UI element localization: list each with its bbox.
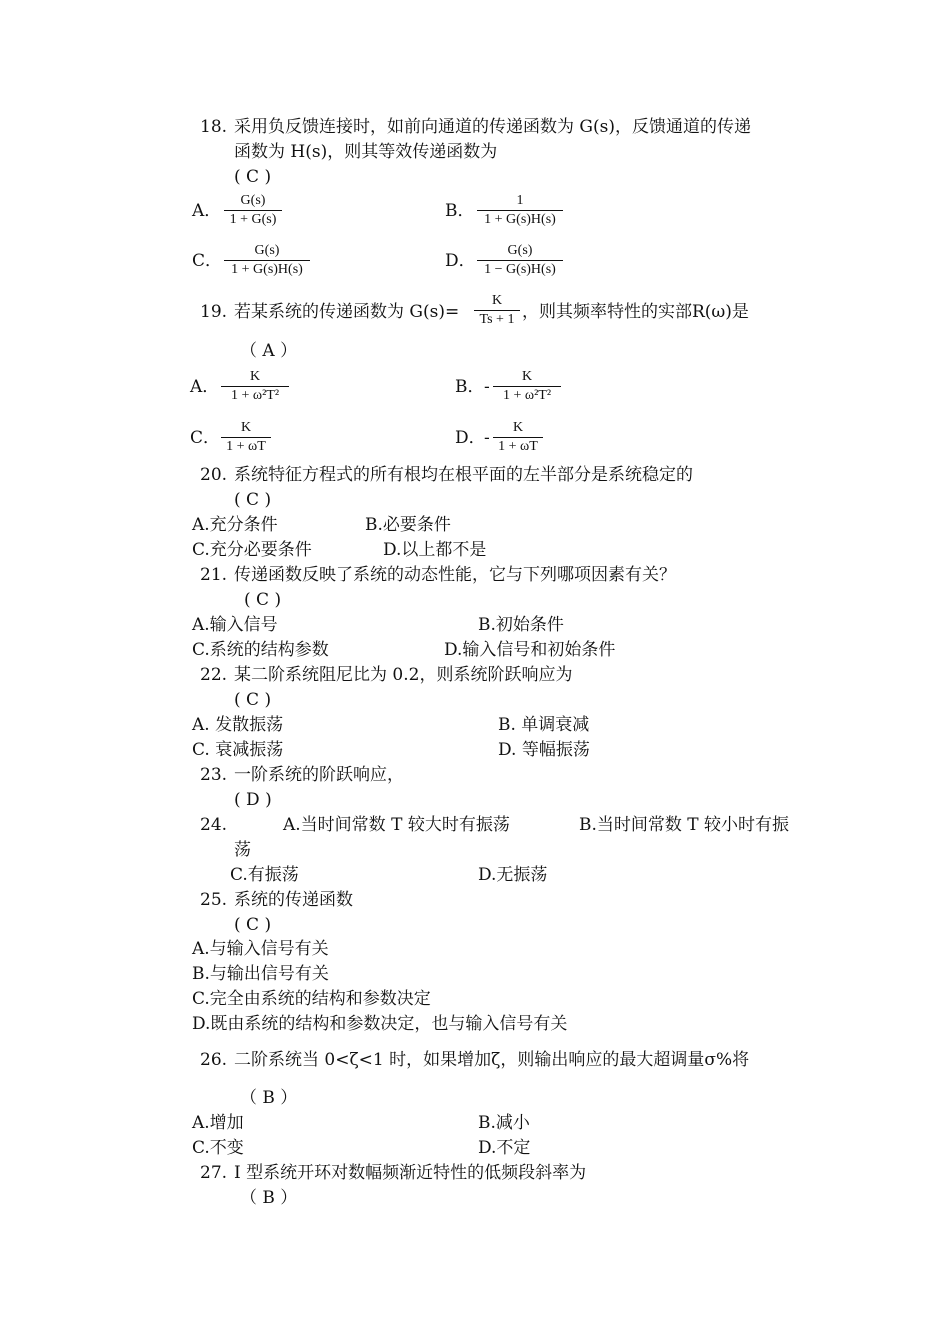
fraction-bar — [493, 437, 543, 438]
q19-option-d-sign: - — [484, 428, 490, 448]
fraction-numerator: K — [491, 293, 503, 308]
q21-option-b: B.初始条件 — [478, 615, 564, 635]
fraction-bar — [493, 386, 561, 387]
fraction-numerator: G(s) — [240, 193, 266, 208]
q22-option-d: D. 等幅振荡 — [498, 740, 590, 760]
q25-stem: 系统的传递函数 — [234, 890, 353, 910]
q18-option-c-fraction — [224, 243, 310, 278]
q18-option-b-label: B． — [445, 201, 475, 221]
q26-option-d: D.不定 — [478, 1138, 531, 1158]
q23-answer: ( D ) — [234, 790, 272, 810]
fraction-denominator: 1 − G(s)H(s) — [484, 262, 556, 277]
fraction-bar — [221, 437, 271, 438]
q24-option-b-cont: 荡 — [234, 840, 251, 860]
q18-stem: 采用负反馈连接时，如前向通道的传递函数为 G(s)，反馈通道的传递 — [234, 117, 751, 137]
fraction-numerator: K — [240, 420, 252, 435]
q22-answer: ( C ) — [234, 690, 272, 710]
q23-stem: 一阶系统的阶跃响应， — [234, 765, 404, 785]
q23-number: 23. — [200, 765, 228, 785]
fraction-bar — [477, 260, 563, 261]
fraction-bar — [477, 210, 563, 211]
q24-number: 24. — [200, 815, 228, 835]
q18-option-c-label: C． — [192, 251, 223, 271]
fraction-denominator: 1 + ωT — [498, 439, 538, 454]
q21-number: 21. — [200, 565, 228, 585]
fraction-denominator: 1 + G(s)H(s) — [484, 212, 556, 227]
fraction-numerator: K — [512, 420, 524, 435]
q21-option-a: A.输入信号 — [192, 615, 278, 635]
fraction-numerator: G(s) — [254, 243, 280, 258]
fraction-numerator: K — [249, 369, 261, 384]
fraction-numerator: 1 — [516, 193, 524, 208]
fraction-denominator: 1 + G(s)H(s) — [231, 262, 303, 277]
q18-option-d-fraction — [477, 243, 563, 278]
q18-option-a-label: A． — [192, 201, 222, 221]
q24-option-b: B.当时间常数 T 较小时有振 — [579, 815, 790, 835]
fraction-denominator: 1 + G(s) — [229, 212, 277, 227]
q25-option-a: A.与输入信号有关 — [192, 939, 329, 959]
q20-answer: ( C ) — [234, 490, 272, 510]
q20-option-d: D.以上都不是 — [383, 540, 487, 560]
q21-stem: 传递函数反映了系统的动态性能，它与下列哪项因素有关？ — [234, 565, 676, 585]
q21-option-c: C.系统的结构参数 — [192, 640, 329, 660]
q25-number: 25. — [200, 890, 228, 910]
fraction-numerator: K — [521, 369, 533, 384]
q18-option-b-fraction — [477, 193, 563, 228]
fraction-denominator: 1 + ω²T² — [502, 388, 552, 403]
q19-stem-suffix: ，则其频率特性的实部R(ω)是 — [522, 302, 749, 322]
q24-option-d: D.无振荡 — [478, 865, 548, 885]
q19-stem-prefix: 若某系统的传递函数为 G(s)= — [234, 302, 460, 322]
fraction-bar — [224, 210, 282, 211]
q18-stem-cont: 函数为 H(s)，则其等效传递函数为 — [234, 142, 498, 162]
fraction-denominator: 1 + ωT — [226, 439, 266, 454]
q26-number: 26. — [200, 1050, 228, 1070]
fraction-denominator: 1 + ω²T² — [230, 388, 280, 403]
fraction-bar — [224, 260, 310, 261]
q19-option-b-label: B． — [455, 377, 485, 397]
q18-number: 18. — [200, 117, 228, 137]
q19-stem-fraction — [474, 293, 520, 328]
q22-option-a: A. 发散振荡 — [192, 715, 284, 735]
q19-option-d-fraction — [493, 420, 543, 455]
q21-option-d: D.输入信号和初始条件 — [444, 640, 616, 660]
q19-number: 19. — [200, 302, 228, 322]
q18-option-a-fraction — [224, 193, 282, 228]
q25-option-c: C.完全由系统的结构和参数决定 — [192, 989, 431, 1009]
q22-option-c: C. 衰减振荡 — [192, 740, 284, 760]
q25-answer: ( C ) — [234, 915, 272, 935]
q20-option-a: A.充分条件 — [192, 515, 278, 535]
q27-number: 27. — [200, 1163, 228, 1183]
q26-option-c: C.不变 — [192, 1138, 244, 1158]
q19-answer: （ A ） — [240, 341, 298, 361]
q27-stem: I 型系统开环对数幅频渐近特性的低频段斜率为 — [234, 1163, 587, 1183]
q19-option-a-fraction — [221, 369, 289, 404]
q19-option-c-label: C． — [190, 428, 221, 448]
q20-option-c: C.充分必要条件 — [192, 540, 312, 560]
q26-stem: 二阶系统当 0<ζ<1 时，如果增加ζ，则输出响应的最大超调量σ%将 — [234, 1050, 750, 1070]
q20-stem: 系统特征方程式的所有根均在根平面的左半部分是系统稳定的 — [234, 465, 693, 485]
fraction-bar — [474, 310, 520, 311]
q24-option-c: C.有振荡 — [230, 865, 299, 885]
q24-option-a: A.当时间常数 T 较大时有振荡 — [283, 815, 510, 835]
fraction-bar — [221, 386, 289, 387]
q22-stem: 某二阶系统阻尼比为 0.2，则系统阶跃响应为 — [234, 665, 573, 685]
q21-answer: ( C ) — [244, 590, 282, 610]
fraction-numerator: G(s) — [507, 243, 533, 258]
q18-option-d-label: D． — [445, 251, 476, 271]
q26-answer: （ B ） — [240, 1088, 298, 1108]
q20-option-b: B.必要条件 — [365, 515, 451, 535]
q22-option-b: B. 单调衰减 — [498, 715, 590, 735]
fraction-denominator: Ts + 1 — [479, 312, 515, 327]
q25-option-b: B.与输出信号有关 — [192, 964, 329, 984]
q26-option-b: B.减小 — [478, 1113, 530, 1133]
q19-option-a-label: A． — [190, 377, 220, 397]
q25-option-d: D.既由系统的结构和参数决定，也与输入信号有关 — [192, 1014, 568, 1034]
q19-option-c-fraction — [221, 420, 271, 455]
q20-number: 20. — [200, 465, 228, 485]
q19-option-d-label: D． — [455, 428, 486, 448]
q19-option-b-fraction — [493, 369, 561, 404]
q26-option-a: A.增加 — [192, 1113, 244, 1133]
q19-option-b-sign: - — [484, 377, 490, 397]
q27-answer: （ B ） — [240, 1188, 298, 1208]
q22-number: 22. — [200, 665, 228, 685]
q18-answer: ( C ) — [234, 167, 272, 187]
